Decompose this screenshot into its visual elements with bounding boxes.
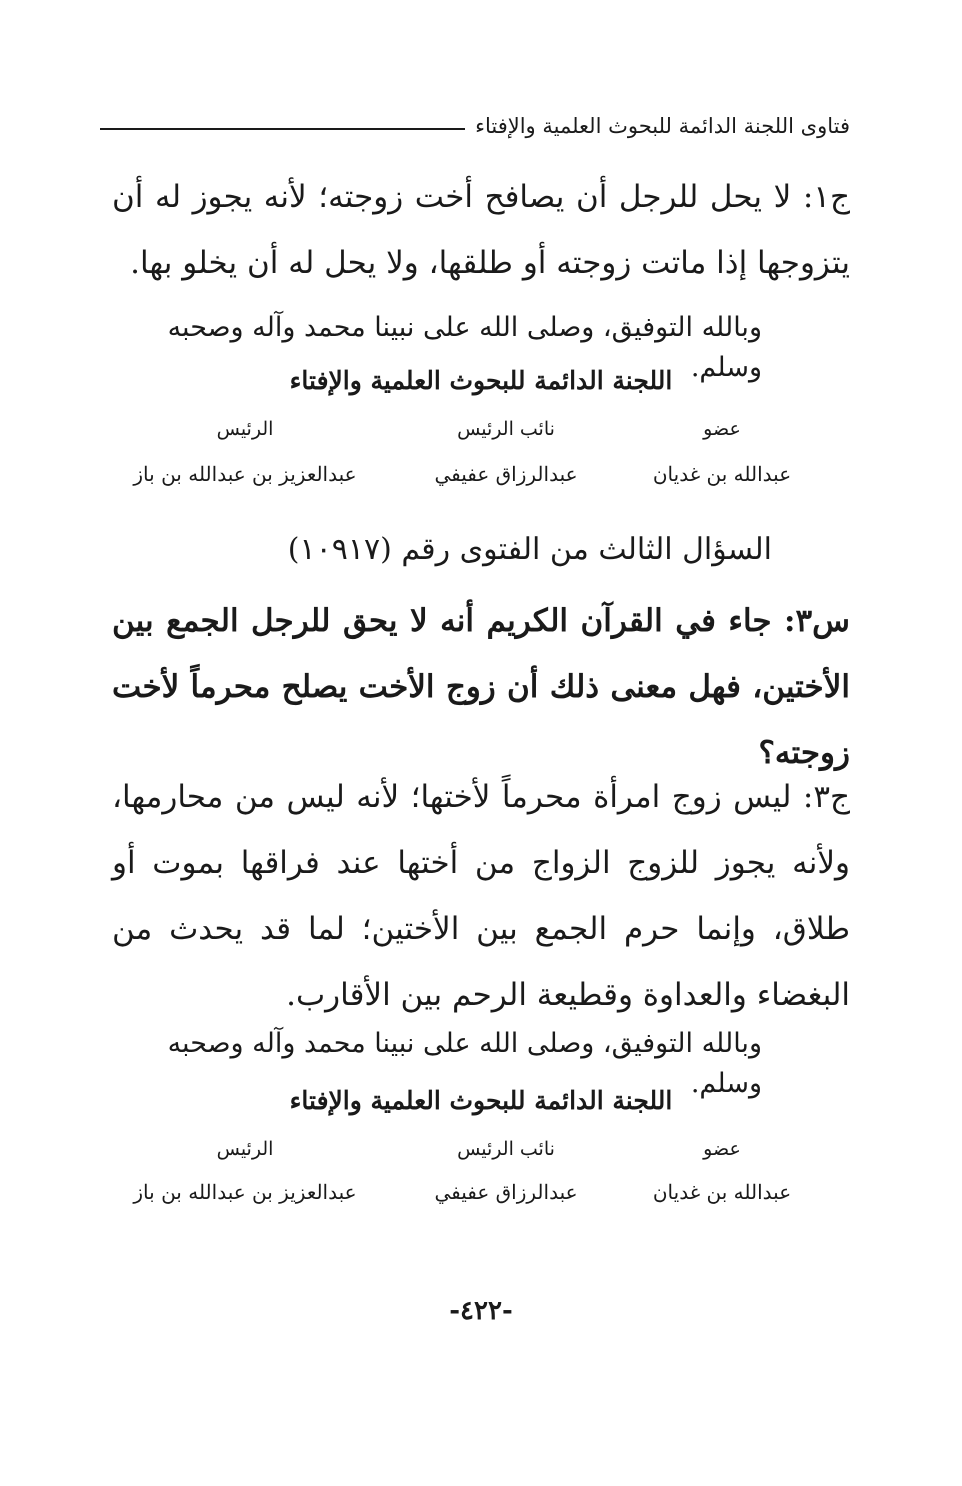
- role-member: عضو: [703, 1138, 741, 1160]
- answer-3-paragraph: ج٣: ليس زوج امرأة محرماً لأختها؛ لأنه ليس من محارمها، ولأنه يجوز للزوج الزواج من أختها عند فراقها بموت أو طلاق، وإنما حرم الجمع بين الأختين؛ لما قد يحدث من البغضاء والعداوة وقطيعة الرحم بين الأقارب.: [112, 779, 850, 1013]
- closing-line-2: وبالله التوفيق، وصلى الله على نبينا محمد وآله وصحبه وسلم.: [167, 1028, 762, 1099]
- question-3-paragraph: س٣: جاء في القرآن الكريم أنه لا يحق للرجل الجمع بين الأختين، فهل معنى ذلك أن زوج الأخت يصلح محرماً لأخت زوجته؟: [112, 603, 850, 771]
- role-deputy: نائب الرئيس: [457, 418, 555, 440]
- role-chair: الرئيس: [216, 1138, 274, 1160]
- header-rule: [100, 128, 465, 130]
- section-heading: السؤال الثالث من الفتوى رقم (١٠٩١٧): [287, 532, 772, 567]
- running-header-title: فتاوى اللجنة الدائمة للبحوث العلمية والإفتاء: [475, 114, 850, 138]
- closing-line-1: وبالله التوفيق، وصلى الله على نبينا محمد وآله وصحبه وسلم.: [167, 312, 762, 383]
- committee-title-1: اللجنة الدائمة للبحوث العلمية والإفتاء: [289, 366, 673, 395]
- committee-title-2: اللجنة الدائمة للبحوث العلمية والإفتاء: [289, 1086, 673, 1115]
- signature-names-1: [130, 462, 792, 486]
- signature-roles-1: [130, 418, 792, 440]
- role-member: عضو: [703, 418, 741, 440]
- name-member: عبدالله بن غديان: [652, 1180, 792, 1204]
- name-deputy: عبدالرزاق عفيفي: [434, 1180, 578, 1204]
- name-deputy: عبدالرزاق عفيفي: [434, 462, 578, 486]
- name-member: عبدالله بن غديان: [652, 462, 792, 486]
- answer-1-paragraph: ج١: لا يحل للرجل أن يصافح أخت زوجته؛ لأنه يجوز له أن يتزوجها إذا ماتت زوجته أو طلقها، ولا يحل له أن يخلو بها.: [112, 179, 850, 281]
- signature-names-2: [130, 1180, 792, 1204]
- signature-roles-2: [130, 1138, 792, 1160]
- role-deputy: نائب الرئيس: [457, 1138, 555, 1160]
- name-chair: عبدالعزيز بن عبدالله بن باز: [133, 462, 357, 486]
- running-header: [100, 106, 850, 146]
- role-chair: الرئيس: [216, 418, 274, 440]
- name-chair: عبدالعزيز بن عبدالله بن باز: [133, 1180, 357, 1204]
- page-number: -٤٢٢-: [449, 1296, 513, 1326]
